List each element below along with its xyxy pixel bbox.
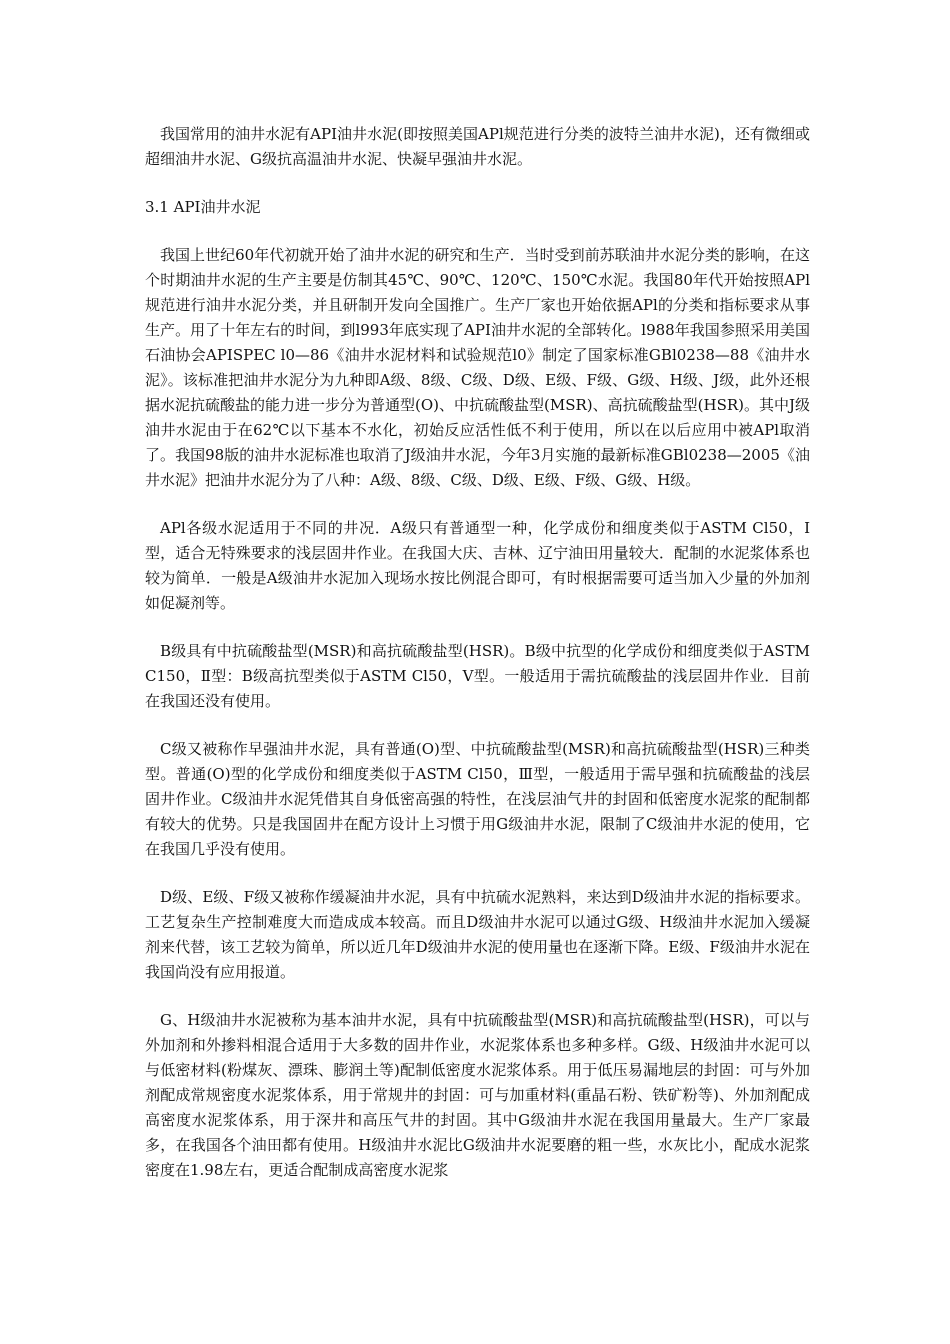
paragraph-history: 我国上世纪60年代初就开始了油井水泥的研究和生产．当时受到前苏联油井水泥分类的影响，在这个时期油井水泥的生产主要是仿制其45℃、90℃、120℃、150℃水泥。我国80年代开始按照APl规范进行油井水泥分类，并且研制开发向全国推广。生产厂家也开始依据APl的分类和指标要求从事生产。用了十年左右的时间，到l993年底实现了API油井水泥的全部转化。l988年我国参照采用美国石油协会APISPEC l0—86《油井水泥材料和试验规范l0》制定了国家标准GBl0238—88《油井水泥》。该标准把油井水泥分为九种即A级、8级、C级、D级、E级、F级、G级、H级、J级，此外还根据水泥抗硫酸盐的能力进一步分为普通型(O)、中抗硫酸盐型(MSR)、高抗硫酸盐型(HSR)。其中J级油井水泥由于在62℃以下基本不水化，初始反应活性低不利于使用，所以在以后应用中被APl取消了。我国98版的油井水泥标准也取消了J级油井水泥，今年3月实施的最新标准GBl0238—2005《油井水泥》把油井水泥分为了八种：A级、8级、C级、D级、E级、F级、G级、H级。 — [145, 246, 811, 489]
paragraph-grade-b: B级具有中抗硫酸盐型(MSR)和高抗硫酸盐型(HSR)。B级中抗型的化学成份和细度类似于ASTM C150，Ⅱ型：B级高抗型类似于ASTM Cl50，V型。一般适用于需抗硫酸盐的浅层固井作业．目前在我国还没有使用。 — [145, 642, 810, 710]
section-heading: 3.1 API油井水泥 — [145, 198, 261, 216]
paragraph-grade-def: D级、E级、F级又被称作缓凝油井水泥，具有中抗硫水泥熟料，来达到D级油井水泥的指标要求。工艺复杂生产控制难度大而造成成本较高。而且D级油井水泥可以通过G级、H级油井水泥加入缓凝剂来代替，该工艺较为简单，所以近几年D级油井水泥的使用量也在逐渐下降。E级、F级油井水泥在我国尚没有应用报道。 — [145, 888, 810, 981]
document-page — [145, 122, 810, 1206]
intro-paragraph: 我国常用的油井水泥有API油井水泥(即按照美国APl规范进行分类的波特兰油井水泥)，还有微细或超细油井水泥、G级抗高温油井水泥、快凝早强油井水泥。 — [145, 125, 810, 168]
paragraph-grade-a: APl各级水泥适用于不同的井况．A级只有普通型一种，化学成份和细度类似于ASTM Cl50，I型，适合无特殊要求的浅层固井作业。在我国大庆、吉林、辽宁油田用量较大．配制的水泥浆体系也较为简单．一般是A级油井水泥加入现场水按比例混合即可，有时根据需要可适当加入少量的外加剂如促凝剂等。 — [145, 519, 810, 612]
paragraph-grade-gh: G、H级油井水泥被称为基本油井水泥，具有中抗硫酸盐型(MSR)和高抗硫酸盐型(HSR)，可以与外加剂和外掺料相混合适用于大多数的固井作业，水泥浆体系也多种多样。G级、H级油井水泥可以与低密材料(粉煤灰、漂珠、膨润土等)配制低密度水泥浆体系。用于低压易漏地层的封固：可与外加剂配成常规密度水泥浆体系，用于常规井的封固：可与加重材料(重晶石粉、铁矿粉等)、外加剂配成高密度水泥浆体系，用于深井和高压气井的封固。其中G级油井水泥在我国用量最大。生产厂家最多，在我国各个油田都有使用。H级油井水泥比G级油井水泥要磨的粗一些，水灰比小，配成水泥浆密度在1.98左右，更适合配制成高密度水泥浆 — [145, 1011, 810, 1179]
paragraph-grade-c: C级又被称作早强油井水泥，具有普通(O)型、中抗硫酸盐型(MSR)和高抗硫酸盐型(HSR)三种类型。普通(O)型的化学成份和细度类似于ASTM Cl50，Ⅲ型，一般适用于需早强和抗硫酸盐的浅层固井作业。C级油井水泥凭借其自身低密高强的特性，在浅层油气井的封固和低密度水泥浆的配制都有较大的优势。只是我国固井在配方设计上习惯于用G级油井水泥，限制了C级油井水泥的使用，它在我国几乎没有使用。 — [145, 740, 810, 858]
